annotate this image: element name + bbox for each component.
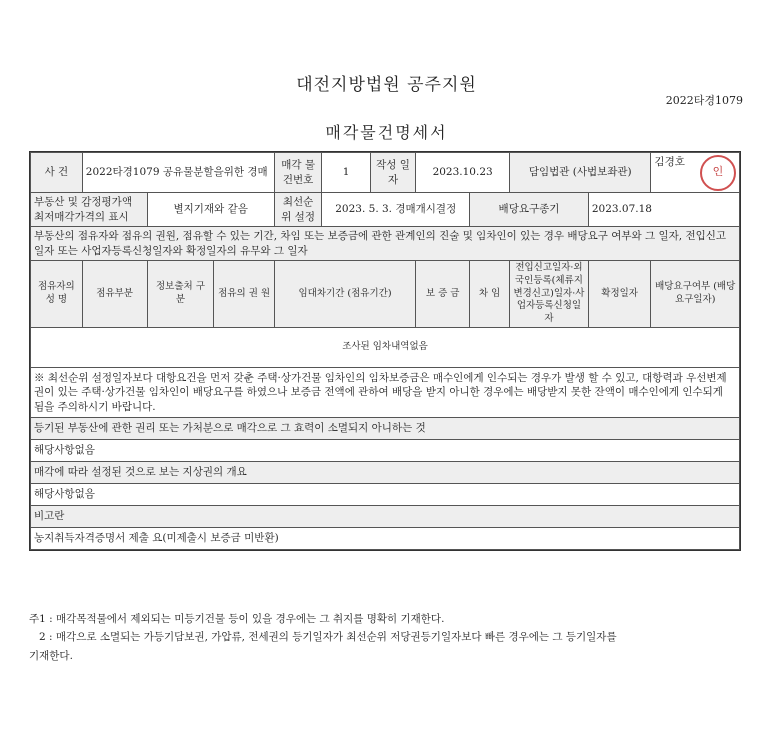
appraisal-value: 별지기재와 같음 [147, 193, 274, 227]
written-date-value: 2023.10.23 [416, 153, 510, 193]
footnote-2: 2 : 매각으로 소멸되는 가등기담보권, 가압류, 전세권의 등기일자가 최선순위 저당권등기일자보다 빠른 경우에는 그 등기일자를 [29, 631, 617, 644]
priority-label: 최선순위 설정 [274, 193, 321, 227]
case-value: 2022타경1079 공유물분할을위한 경매 [82, 153, 274, 193]
section-content: 농지취득자격증명서 제출 요(미제출시 보증금 미반환) [31, 528, 740, 550]
warning-text: ※ 최선순위 설정일자보다 대항요건을 먼저 갖춘 주택·상가건물 임차인의 임차보증금은 매수인에게 인수되는 경우가 발생 할 수 있고, 대항력과 우선변제권이 있는 주택·상가건물 임차인이 배당요구를 하였으나 보증금 전액에 관하여 배당을 받지 아니한 경우에는 배당받지 못한 잔액이 매수인에게 인수되게 됨을 주의하시기 바랍니다. [31, 368, 740, 418]
section-heading-row [31, 418, 740, 440]
appraisal-row [31, 193, 740, 227]
item-number-label: 매각 물건번호 [274, 153, 321, 193]
judge-cell [651, 153, 740, 193]
header-info-source: 정보출처 구 분 [147, 261, 214, 328]
occupancy-result-row [31, 328, 740, 368]
section-heading: 비고란 [31, 506, 740, 528]
footnote-1: 주1 : 매각목적물에서 제외되는 미등기건물 등이 있을 경우에는 그 취지를 명확히 기재한다. [29, 613, 445, 625]
case-number-top: 2022타경1079 [665, 94, 743, 107]
section-content: 해당사항없음 [31, 484, 740, 506]
appraisal-label: 부동산 및 감정평가액 최저매각가격의 표시 [31, 193, 148, 227]
header-occupied-part: 점유부분 [82, 261, 147, 328]
seal-stamp: 인 [700, 155, 736, 191]
written-date-label: 작성 일자 [370, 153, 415, 193]
case-label: 사 건 [31, 153, 83, 193]
header-dividend-request: 배당요구여부 (배당요구일자) [651, 261, 740, 328]
document-title: 매각물건명세서 [325, 123, 448, 142]
footnote-2-continued: 기재한다. [29, 649, 73, 662]
occupancy-statement-row [31, 227, 740, 261]
section-heading: 매각에 따라 설정된 것으로 보는 지상권의 개요 [31, 462, 740, 484]
header-occupancy-title: 점유의 권 원 [214, 261, 274, 328]
section-heading-row [31, 462, 740, 484]
deadline-value: 2023.07.18 [588, 193, 739, 227]
statement-table-frame [29, 151, 741, 551]
footnotes [29, 610, 749, 665]
occupancy-header-row [31, 261, 740, 328]
case-row [31, 153, 740, 193]
section-content-row [31, 528, 740, 550]
header-fixed-date: 확정일자 [588, 261, 651, 328]
occupancy-statement: 부동산의 점유자와 점유의 권원, 점유할 수 있는 기간, 차임 또는 보증금에 관한 관계인의 진술 및 임차인이 있는 경우 배당요구 여부와 그 일자, 전입신고일자 또는 사업자등록신청일자와 확정일자의 유무와 그 일자 [31, 227, 740, 261]
occupancy-result: 조사된 임차내역없음 [31, 328, 740, 368]
section-content-row [31, 484, 740, 506]
deadline-label: 배당요구종기 [470, 193, 589, 227]
statement-table [30, 152, 740, 550]
header-deposit: 보 증 금 [416, 261, 470, 328]
item-number-value: 1 [322, 153, 371, 193]
judge-name: 김경호 [654, 155, 685, 168]
header-move-in-date: 전입신고일자·외국인등록(체류지변경신고)일자·사업자등록신청일자 [510, 261, 589, 328]
header-rent: 차 임 [470, 261, 510, 328]
priority-value: 2023. 5. 3. 경매개시결정 [322, 193, 470, 227]
warning-row [31, 368, 740, 418]
section-content: 해당사항없음 [31, 440, 740, 462]
header-occupant-name: 점유자의 성 명 [31, 261, 83, 328]
judge-label: 담임법관 (사법보좌관) [510, 153, 651, 193]
header-lease-period: 임대차기간 (점유기간) [274, 261, 415, 328]
court-name: 대전지방법원 공주지원 [296, 75, 477, 95]
section-heading-row [31, 506, 740, 528]
section-heading: 등기된 부동산에 관한 권리 또는 가처분으로 매각으로 그 효력이 소멸되지 아니하는 것 [31, 418, 740, 440]
section-content-row [31, 440, 740, 462]
